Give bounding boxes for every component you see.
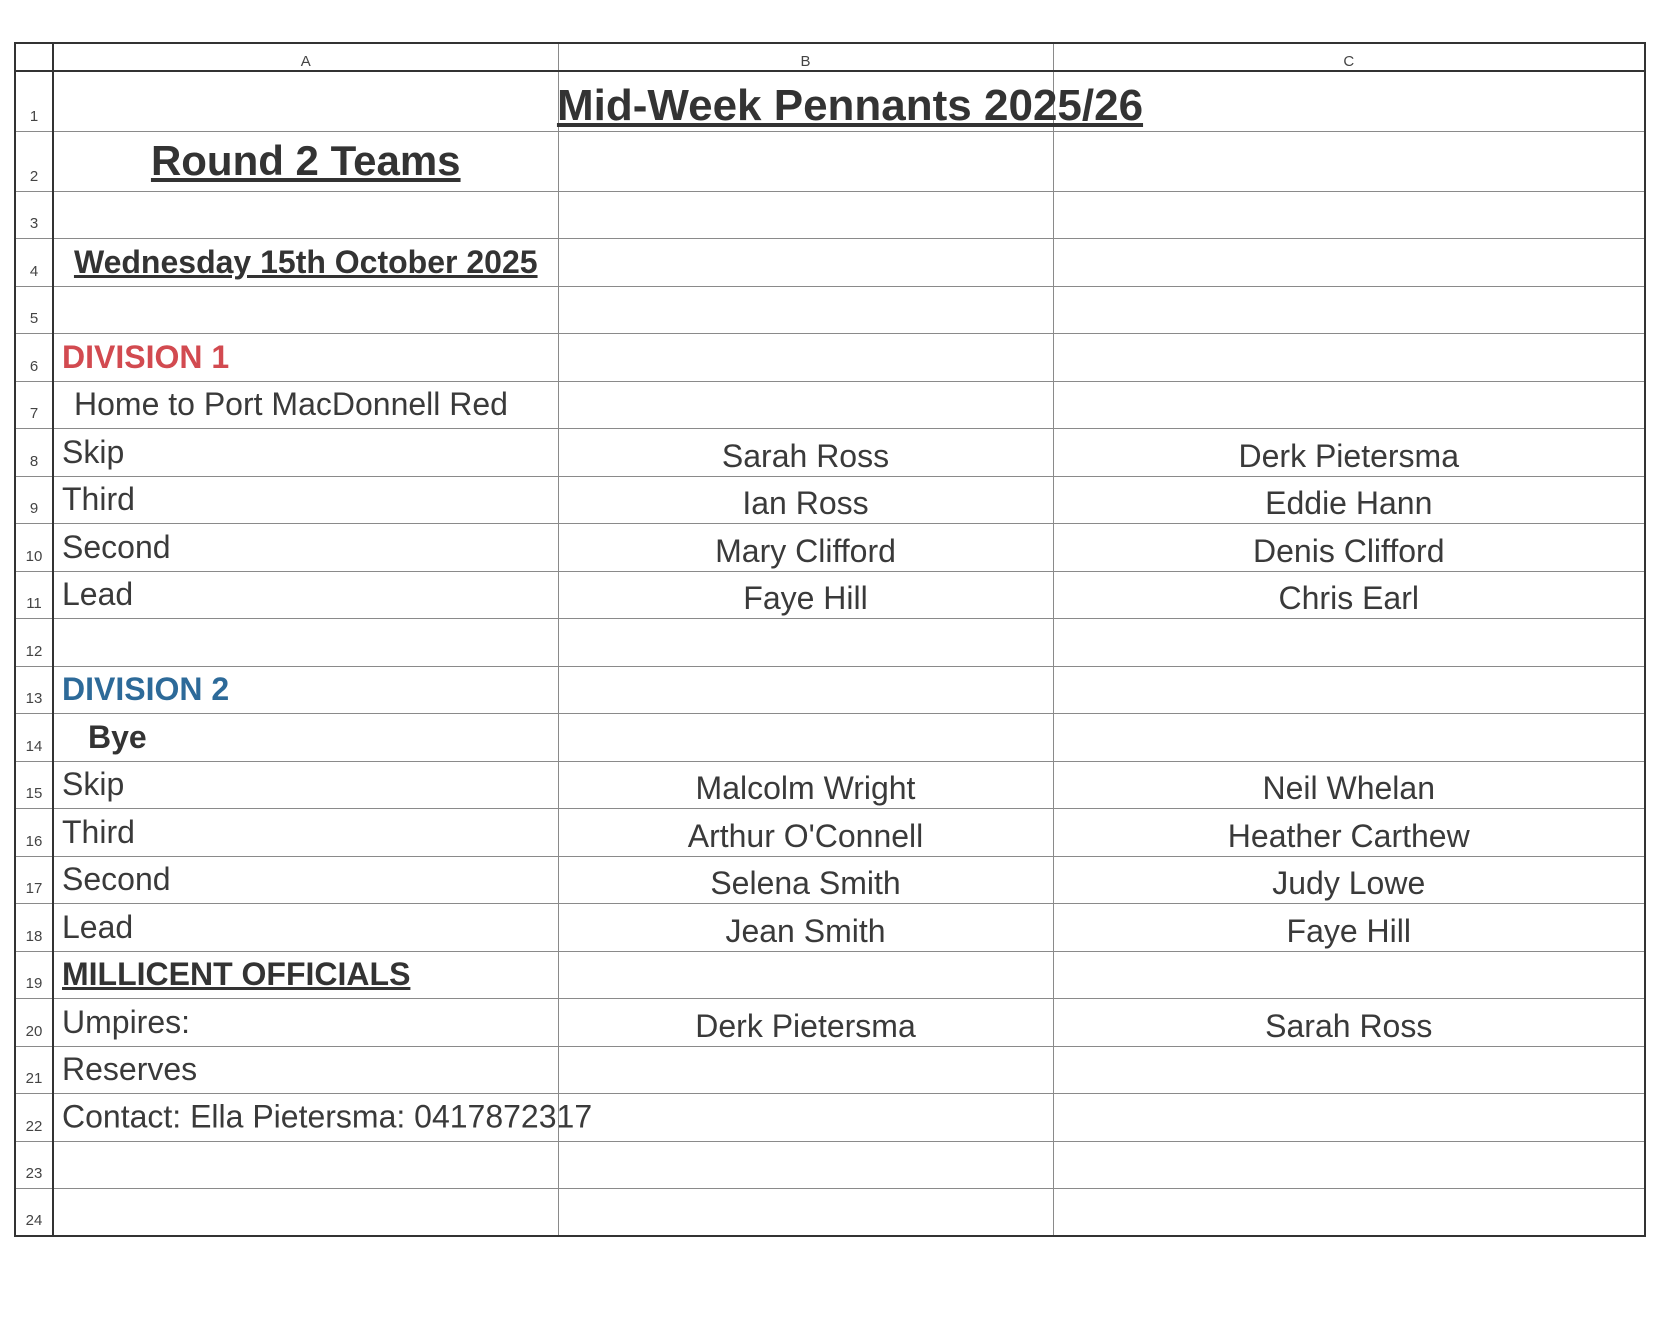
table-row [15,999,1645,1047]
cell-b10[interactable]: Mary Clifford [558,524,1053,572]
row-header[interactable]: 16 [15,809,53,857]
row-header[interactable]: 19 [15,951,53,999]
cell-c24[interactable] [1053,1189,1645,1237]
cell-c3[interactable] [1053,191,1645,239]
row-header[interactable]: 8 [15,429,53,477]
table-row [15,71,1645,131]
cell-b20[interactable]: Derk Pietersma [558,999,1053,1047]
cell-a18[interactable]: Lead [53,904,558,952]
cell-c9[interactable]: Eddie Hann [1053,476,1645,524]
cell-c5[interactable] [1053,286,1645,334]
cell-c10[interactable]: Denis Clifford [1053,524,1645,572]
table-row [15,191,1645,239]
officials-heading: MILLICENT OFFICIALS [62,956,411,993]
row-header[interactable]: 23 [15,1141,53,1189]
cell-c17[interactable]: Judy Lowe [1053,856,1645,904]
round-title: Round 2 Teams [150,137,461,184]
table-row [15,286,1645,334]
row-header[interactable]: 5 [15,286,53,334]
contact-info: Contact: Ella Pietersma: 0417872317 [62,1098,593,1135]
row-header[interactable]: 22 [15,1094,53,1142]
division-2-heading: DIVISION 2 [62,671,230,708]
cell-a19[interactable] [53,951,558,999]
cell-a9[interactable]: Third [53,476,558,524]
table-row [15,1094,1645,1142]
table-row [15,619,1645,667]
row-header[interactable]: 6 [15,334,53,382]
division-1-heading: DIVISION 1 [62,338,230,375]
row-header[interactable]: 17 [15,856,53,904]
cell-a5[interactable] [53,286,558,334]
cell-a22[interactable] [53,1094,593,1142]
cell-a6[interactable] [53,334,558,382]
table-row [15,524,1645,572]
cell-c15[interactable]: Neil Whelan [1053,761,1645,809]
cell-c22[interactable] [1053,1094,1645,1142]
cell-c19[interactable] [1053,951,1645,999]
table-row [15,951,1645,999]
cell-c8[interactable]: Derk Pietersma [1053,429,1645,477]
cell-b3[interactable] [558,191,1053,239]
cell-a24[interactable] [53,1189,558,1237]
row-header[interactable]: 13 [15,666,53,714]
cell-c6[interactable] [1053,334,1645,382]
cell-a7[interactable] [53,381,558,429]
match-date: Wednesday 15th October 2025 [73,243,538,280]
cell-a11[interactable]: Lead [53,571,558,619]
row-header[interactable]: 2 [15,131,53,191]
cell-b19[interactable] [558,951,1053,999]
row-header[interactable]: 21 [15,1046,53,1094]
cell-a17[interactable]: Second [53,856,558,904]
row-header[interactable]: 3 [15,191,53,239]
cell-c2[interactable] [1053,131,1645,191]
cell-a1[interactable] [53,71,1144,131]
division-2-match: Bye [88,718,147,755]
table-row [15,1141,1645,1189]
cell-a12[interactable] [53,619,558,667]
cell-b13[interactable] [558,666,1053,714]
cell-b16[interactable]: Arthur O'Connell [558,809,1053,857]
cell-c4[interactable] [1053,239,1645,287]
cell-b23[interactable] [558,1141,1053,1189]
cell-a13[interactable] [53,666,558,714]
cell-b24[interactable] [558,1189,1053,1237]
row-header[interactable]: 12 [15,619,53,667]
table-row [15,429,1645,477]
table-row [15,239,1645,287]
cell-a2[interactable] [53,131,558,191]
cell-a3[interactable] [53,191,558,239]
table-row [15,1046,1645,1094]
column-header-b[interactable]: B [558,43,1053,71]
cell-b18[interactable]: Jean Smith [558,904,1053,952]
division-1-match: Home to Port MacDonnell Red [74,386,508,423]
cell-c20[interactable]: Sarah Ross [1053,999,1645,1047]
spreadsheet-grid [14,42,1646,1237]
row-header[interactable]: 15 [15,761,53,809]
table-row [15,381,1645,429]
cell-a16[interactable]: Third [53,809,558,857]
cell-b14[interactable] [558,714,1053,762]
cell-a10[interactable]: Second [53,524,558,572]
cell-c18[interactable]: Faye Hill [1053,904,1645,952]
row-header[interactable]: 9 [15,476,53,524]
table-row [15,904,1645,952]
cell-c14[interactable] [1053,714,1645,762]
table-row [15,809,1645,857]
cell-c16[interactable]: Heather Carthew [1053,809,1645,857]
row-header[interactable]: 18 [15,904,53,952]
row-header[interactable]: 11 [15,571,53,619]
cell-a4[interactable] [53,239,558,287]
cell-a8[interactable]: Skip [53,429,558,477]
cell-a15[interactable]: Skip [53,761,558,809]
table-row [15,334,1645,382]
cell-c12[interactable] [1053,619,1645,667]
select-all-corner[interactable] [15,43,53,71]
table-row [15,571,1645,619]
cell-b8[interactable]: Sarah Ross [558,429,1053,477]
cell-b7[interactable] [558,381,1053,429]
column-header-c[interactable]: C [1053,43,1645,71]
cell-b15[interactable]: Malcolm Wright [558,761,1053,809]
cell-b17[interactable]: Selena Smith [558,856,1053,904]
sheet-title: Mid-Week Pennants 2025/26 [556,81,1144,131]
cell-b11[interactable]: Faye Hill [558,571,1053,619]
row-header[interactable]: 7 [15,381,53,429]
cell-c23[interactable] [1053,1141,1645,1189]
row-header[interactable]: 14 [15,714,53,762]
cell-b2[interactable] [558,131,1053,191]
table-row [15,856,1645,904]
row-header[interactable]: 24 [15,1189,53,1237]
row-header[interactable]: 10 [15,524,53,572]
cell-a20[interactable]: Umpires: [53,999,558,1047]
table-row [15,761,1645,809]
cell-a23[interactable] [53,1141,558,1189]
row-header[interactable]: 1 [15,71,53,131]
cell-b22[interactable] [558,1094,1053,1142]
cell-a21[interactable]: Reserves [53,1046,558,1094]
table-row [15,476,1645,524]
table-row [15,131,1645,191]
table-row [15,714,1645,762]
column-header-a[interactable]: A [53,43,558,71]
cell-a14[interactable] [53,714,558,762]
cell-c21[interactable] [1053,1046,1645,1094]
table-row [15,666,1645,714]
column-header-row [15,43,1645,71]
cell-c7[interactable] [1053,381,1645,429]
table-row [15,1189,1645,1237]
row-header[interactable]: 4 [15,239,53,287]
cell-b9[interactable]: Ian Ross [558,476,1053,524]
cell-b6[interactable] [558,334,1053,382]
cell-b4[interactable] [558,239,1053,287]
cell-b5[interactable] [558,286,1053,334]
cell-b12[interactable] [558,619,1053,667]
row-header[interactable]: 20 [15,999,53,1047]
cell-c13[interactable] [1053,666,1645,714]
cell-b21[interactable] [558,1046,1053,1094]
cell-c11[interactable]: Chris Earl [1053,571,1645,619]
